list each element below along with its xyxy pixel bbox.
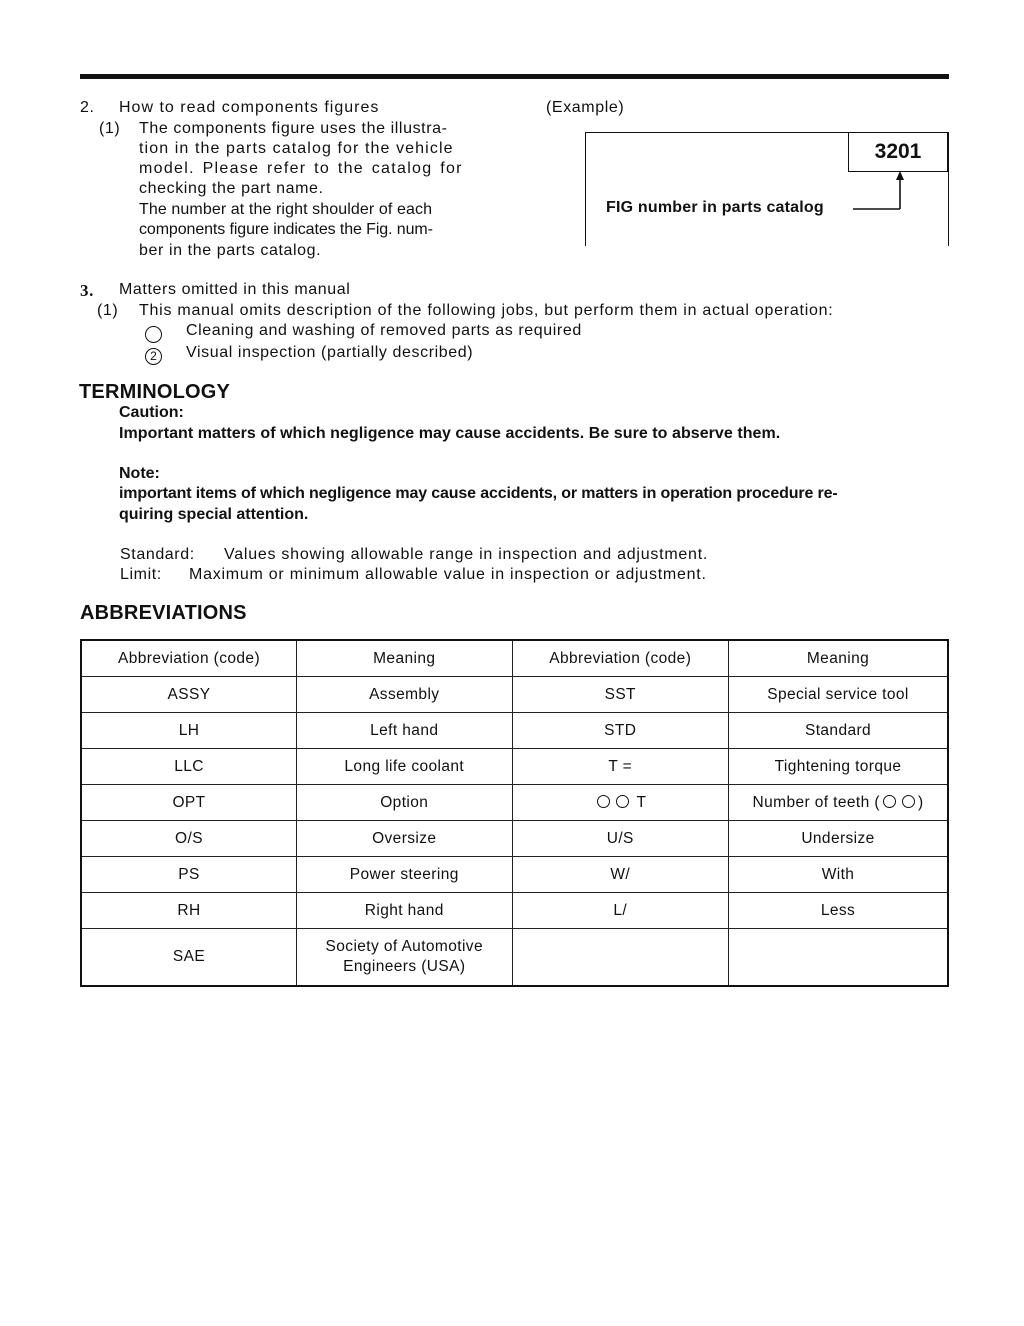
section-2-line-1: The components figure uses the illustra-: [139, 120, 448, 137]
section-2-line-5: The number at the right shoulder of each: [139, 201, 433, 218]
meaning-cell: Oversize: [297, 821, 512, 857]
meaning-cell: Power steering: [297, 857, 512, 893]
table-row: [81, 929, 948, 987]
header-abbreviation-2: Abbreviation (code): [512, 640, 729, 677]
meaning-cell: Left hand: [297, 713, 512, 749]
table-row: [81, 785, 948, 821]
blank-circle-icon: [883, 795, 896, 808]
sub-item-1-text: Cleaning and washing of removed parts as required: [186, 322, 582, 339]
meaning-cell: [729, 785, 948, 821]
section-2-line-7: ber in the parts catalog.: [139, 242, 322, 259]
fig-number-caption: FIG number in parts catalog: [606, 199, 824, 216]
header-meaning-2: Meaning: [729, 640, 948, 677]
table-row: [81, 713, 948, 749]
abbr-cell: U/S: [512, 821, 729, 857]
teeth-meaning: Number of teeth (: [752, 793, 880, 811]
section-3-item-1-number: (1): [97, 302, 119, 319]
meaning-cell: Assembly: [297, 677, 512, 713]
abbreviations-table: [80, 639, 949, 987]
sub-item-2-text: Visual inspection (partially described): [186, 344, 474, 361]
table-row: [81, 749, 948, 785]
abbr-cell: ASSY: [81, 677, 297, 713]
sae-meaning-line-2: Engineers (USA): [343, 958, 466, 975]
meaning-cell: With: [729, 857, 948, 893]
section-2-title: How to read components figures: [119, 99, 380, 116]
table-row: [81, 893, 948, 929]
abbr-cell: PS: [81, 857, 297, 893]
abbr-cell: STD: [512, 713, 729, 749]
limit-label: Limit:: [120, 566, 162, 583]
header-meaning-1: Meaning: [297, 640, 512, 677]
abbr-cell: SST: [512, 677, 729, 713]
abbr-cell: SAE: [81, 929, 297, 987]
note-text-line-1: important items of which negligence may cause accidents, or matters in operation procedure re-: [119, 485, 838, 502]
example-label: (Example): [546, 99, 625, 116]
section-2-number: 2.: [80, 99, 95, 116]
meaning-cell: Long life coolant: [297, 749, 512, 785]
meaning-cell: Less: [729, 893, 948, 929]
abbr-cell: LH: [81, 713, 297, 749]
limit-text: Maximum or minimum allowable value in inspection or adjustment.: [189, 566, 707, 583]
table-row: [81, 677, 948, 713]
section-3-title: Matters omitted in this manual: [119, 281, 351, 298]
meaning-cell: Tightening torque: [729, 749, 948, 785]
blank-circle-icon: [902, 795, 915, 808]
section-2-line-4: checking the part name.: [139, 180, 324, 197]
header-abbreviation-1: Abbreviation (code): [81, 640, 297, 677]
meaning-cell: Option: [297, 785, 512, 821]
caution-label: Caution:: [119, 404, 184, 421]
terminology-heading: TERMINOLOGY: [79, 381, 231, 403]
blank-circle-icon: [616, 795, 629, 808]
abbr-cell: L/: [512, 893, 729, 929]
table-row: [81, 821, 948, 857]
meaning-cell: Undersize: [729, 821, 948, 857]
teeth-close-paren: ): [917, 793, 924, 811]
meaning-cell: Special service tool: [729, 677, 948, 713]
table-row: [81, 857, 948, 893]
section-2-line-6: components figure indicates the Fig. num-: [139, 221, 433, 238]
table-header-row: [81, 640, 948, 677]
meaning-cell: [729, 929, 948, 987]
sae-meaning-line-1: Society of Automotive: [325, 938, 483, 955]
standard-text: Values showing allowable range in inspection and adjustment.: [224, 546, 709, 563]
caution-text: Important matters of which negligence may cause accidents. Be sure to abserve them.: [119, 425, 781, 442]
abbr-cell: OPT: [81, 785, 297, 821]
section-2-line-3: model. Please refer to the catalog for: [139, 160, 463, 177]
abbr-cell: W/: [512, 857, 729, 893]
abbr-cell: RH: [81, 893, 297, 929]
standard-label: Standard:: [120, 546, 195, 563]
abbr-cell: [512, 929, 729, 987]
meaning-cell: Standard: [729, 713, 948, 749]
meaning-cell: Right hand: [297, 893, 512, 929]
abbr-cell: [512, 785, 729, 821]
teeth-symbol: T: [636, 793, 647, 811]
top-rule: [80, 74, 949, 79]
note-text-line-2: quiring special attention.: [119, 506, 309, 523]
blank-circle-icon: [597, 795, 610, 808]
sub-item-1-marker-icon: [145, 323, 162, 343]
abbreviations-heading: ABBREVIATIONS: [80, 602, 247, 624]
pointer-arrow-icon: [850, 168, 910, 218]
section-2-line-2: tion in the parts catalog for the vehicle: [139, 140, 454, 157]
note-label: Note:: [119, 465, 160, 482]
section-2-item-1-number: (1): [99, 120, 121, 137]
fig-number-box: 3201: [848, 132, 948, 172]
section-3-number: 3.: [80, 281, 94, 300]
abbr-cell: T =: [512, 749, 729, 785]
abbr-cell: LLC: [81, 749, 297, 785]
meaning-cell: [297, 929, 512, 987]
sub-item-2-marker-icon: 2: [145, 345, 162, 365]
abbr-cell: O/S: [81, 821, 297, 857]
section-3-item-1-text: This manual omits description of the following jobs, but perform them in actual operation:: [139, 302, 834, 319]
